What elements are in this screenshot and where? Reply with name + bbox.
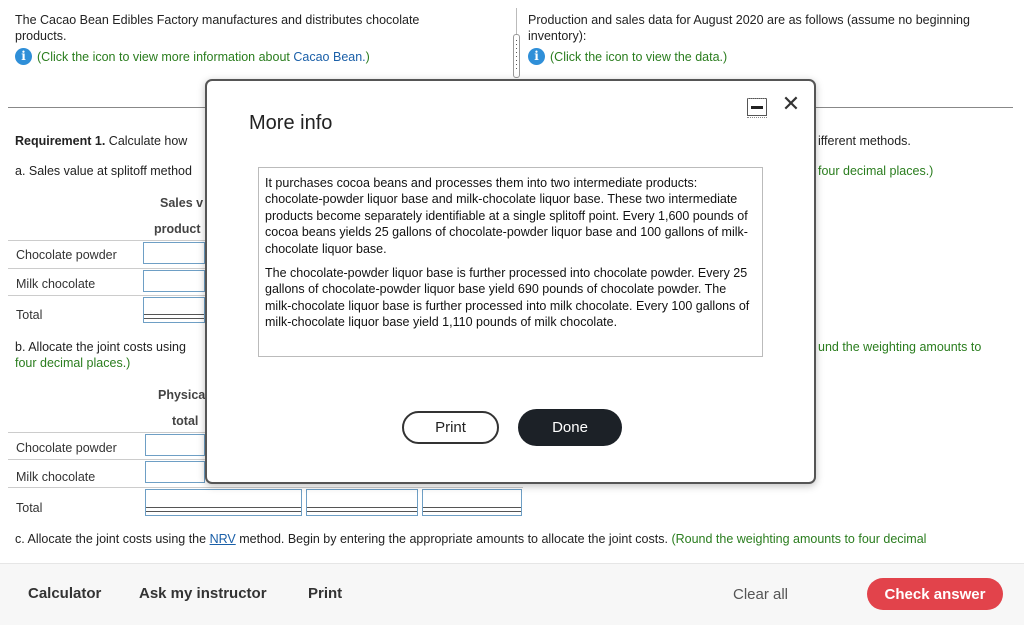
part-a-col-head-2: product [154, 222, 201, 236]
part-a-row-chocolate: Chocolate powder [16, 248, 117, 262]
part-b-hint-line2: four decimal places.) [15, 356, 131, 370]
dialog-title: More info [249, 112, 333, 134]
info-paragraph-1: It purchases cocoa beans and processes them into two intermediate products: chocolate-powder liquor base and milk-chocolate liquor base. These two intermediate products become separately identifiable at a single splitoff point. Every 1,600 pounds of cocoa beans yields 25 gallons of chocolate-powder liquor base and 100 gallons of milk-chocolate liquor base. [265, 176, 748, 256]
row-separator [8, 459, 205, 460]
row-separator [8, 432, 205, 433]
part-c-suffix: method. Begin by entering the appropriate amounts to allocate the joint costs. [235, 532, 668, 546]
intro-left-line2: products. [15, 29, 67, 43]
part-a-col-head-1: Sales v [160, 196, 204, 210]
part-a-chocolate-input[interactable] [143, 242, 205, 264]
close-icon[interactable]: ✕ [781, 91, 801, 116]
cacao-info-row [15, 48, 505, 65]
part-b-total-input-3[interactable] [422, 489, 522, 516]
row-separator [8, 487, 523, 488]
part-b-label: b. Allocate the joint costs using [15, 340, 186, 354]
part-b-hint: und the weighting amounts to [818, 340, 982, 354]
cacao-info-link[interactable]: Cacao Bean. [293, 49, 366, 64]
part-a-row-milk: Milk chocolate [16, 277, 96, 291]
section-divider-left [8, 107, 206, 108]
minimize-icon[interactable] [747, 98, 767, 116]
intro-right [528, 12, 1013, 65]
info-text-box [258, 167, 763, 357]
part-a-row-total: Total [16, 308, 43, 322]
nrv-link[interactable]: NRV [209, 532, 236, 546]
part-c-text [15, 532, 1015, 546]
requirement-text [15, 134, 187, 148]
check-answer-button[interactable]: Check answer [867, 578, 1003, 610]
print-button[interactable]: Print [308, 585, 343, 602]
intro-left-line1: The Cacao Bean Edibles Factory manufactures and distributes chocolate [15, 13, 420, 27]
part-c-hint: (Round the weighting amounts to four decimal [671, 532, 927, 546]
part-c-prefix: c. Allocate the joint costs using the [15, 532, 210, 546]
info-paragraph-2: The chocolate-powder liquor base is further processed into chocolate powder. Every 25 gallons of chocolate-powder liquor base yield 690 pounds of chocolate powder. The milk-chocolate liquor base is further processed into milk chocolate. Every 100 gallons of milk-chocolate liquor base yield 1,110 pounds of milk chocolate. [265, 266, 750, 330]
data-info-text: (Click the icon to view the data.) [550, 49, 728, 64]
part-a-milk-input[interactable] [143, 270, 205, 292]
requirement-text-left: Calculate how [108, 134, 188, 148]
calculator-button[interactable]: Calculator [28, 585, 102, 602]
part-b-row-milk: Milk chocolate [16, 470, 96, 484]
more-info-dialog [205, 79, 816, 484]
part-b-col-head-2: total [172, 414, 199, 428]
intro-right-line2: inventory): [528, 29, 587, 43]
part-a-label: a. Sales value at splitoff method [15, 164, 192, 178]
part-b-milk-input[interactable] [145, 461, 205, 483]
part-b-chocolate-input[interactable] [145, 434, 205, 456]
intro-right-line1: Production and sales data for August 2020 are as follows (assume no beginning [528, 13, 970, 27]
cacao-info-prefix: (Click the icon to view more information about [37, 49, 294, 64]
row-separator [8, 295, 205, 296]
info-icon[interactable]: i [15, 48, 32, 65]
cacao-info-text [37, 49, 370, 65]
row-separator [8, 268, 205, 269]
row-separator [8, 240, 205, 241]
data-info-row [528, 48, 1013, 65]
part-b-col-head-1: Physica [158, 388, 206, 402]
part-b-total-input-2[interactable] [306, 489, 418, 516]
part-a-hint: four decimal places.) [818, 164, 934, 178]
cacao-info-suffix: ) [365, 49, 370, 64]
requirement-text-right: ifferent methods. [818, 134, 911, 148]
info-icon[interactable]: i [528, 48, 545, 65]
ask-instructor-button[interactable]: Ask my instructor [139, 585, 267, 602]
section-divider-right [815, 107, 1013, 108]
dialog-done-button[interactable]: Done [518, 409, 622, 446]
column-resize-handle[interactable] [513, 34, 520, 78]
part-b-total-input-1[interactable] [145, 489, 302, 516]
clear-all-button[interactable]: Clear all [733, 586, 789, 603]
part-a-total-input[interactable] [143, 297, 205, 323]
intro-left [15, 12, 505, 65]
dialog-print-button[interactable]: Print [402, 411, 499, 444]
requirement-label: Requirement 1. [15, 134, 106, 148]
part-b-row-total: Total [16, 501, 43, 515]
part-b-row-chocolate: Chocolate powder [16, 441, 117, 455]
